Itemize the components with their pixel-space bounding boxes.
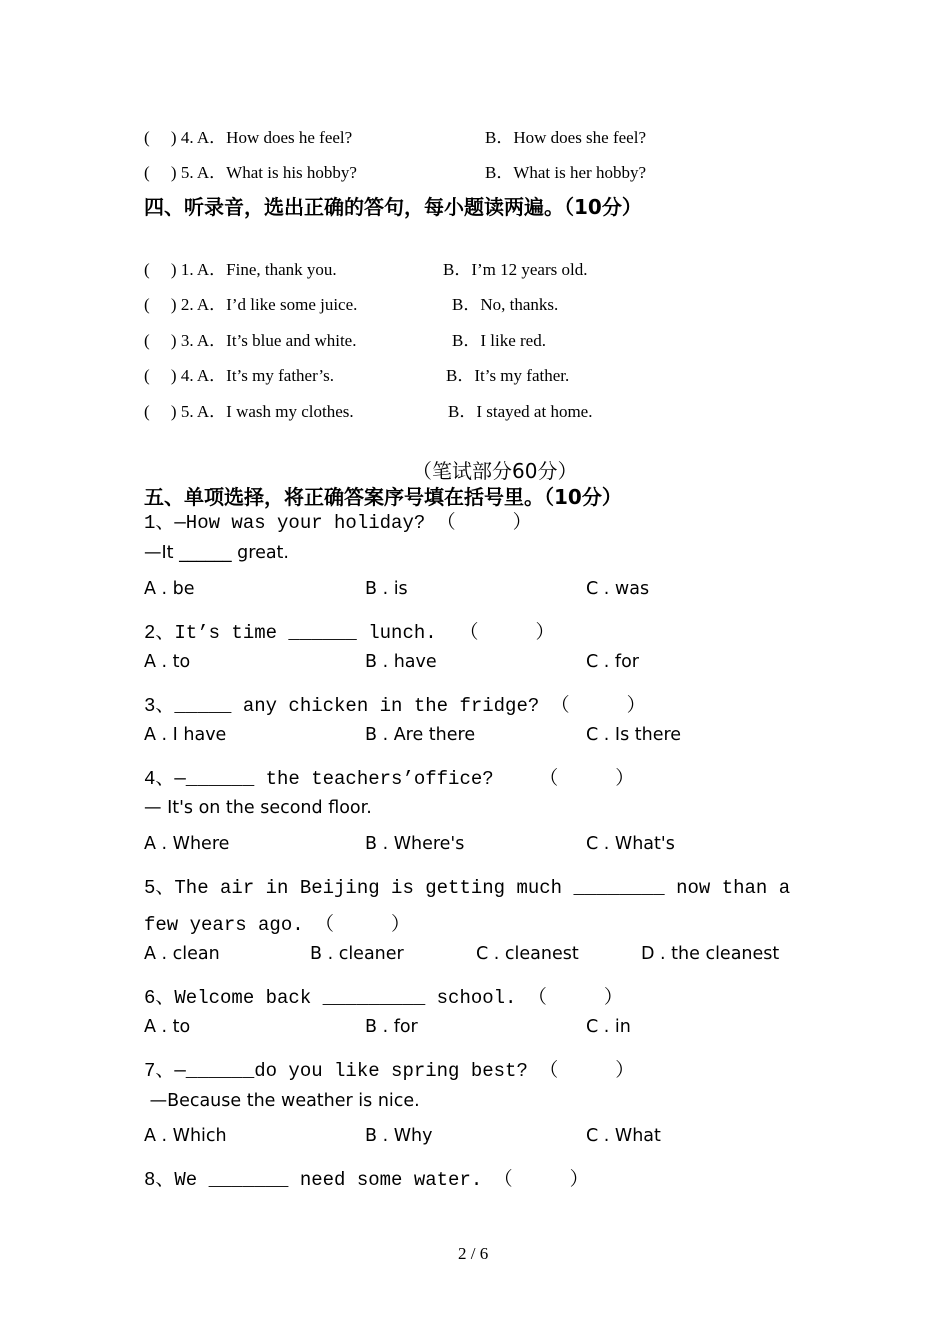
q7-option-a: A . Which: [144, 1126, 227, 1146]
s4-item-4-option-b: B．It’s my father.: [446, 366, 570, 385]
q2-option-b: B . have: [365, 652, 437, 672]
q4-line2: — It's on the second floor.: [144, 798, 372, 818]
q1-line2: —It ______ great.: [144, 543, 289, 563]
q2-stem: 2、It’s time ______ lunch. （ ）: [144, 622, 555, 644]
question-5-left: ( ) 5. A．What is his hobby?: [144, 163, 357, 182]
q3-option-b: B . Are there: [365, 725, 476, 745]
q1-option-a: A . be: [144, 579, 195, 599]
page-number: 2 / 6: [458, 1244, 489, 1263]
s4-item-3-left: ( ) 3. A．It’s blue and white.: [144, 331, 357, 350]
s4-item-1-left: ( ) 1. A．Fine, thank you.: [144, 260, 337, 279]
q5-line2: few years ago. （ ）: [144, 914, 411, 936]
q3-option-c: C . Is there: [586, 725, 682, 745]
s4-item-5-option-b: B．I stayed at home.: [448, 402, 593, 421]
q4-stem: 4、—______ the teachers’office? （ ）: [144, 768, 635, 790]
q5-option-c: C . cleanest: [476, 944, 579, 964]
q6-option-c: C . in: [586, 1017, 631, 1037]
s4-item-1-option-b: B．I’m 12 years old.: [443, 260, 588, 279]
section-4-heading: 四、听录音，选出正确的答句，每小题读两遍。（10分）: [144, 195, 642, 219]
q3-option-a: A . I have: [144, 725, 227, 745]
q5-option-b: B . cleaner: [310, 944, 404, 964]
q7-option-b: B . Why: [365, 1126, 433, 1146]
q7-stem: 7、—______do you like spring best? （ ）: [144, 1060, 635, 1082]
q3-stem: 3、_____ any chicken in the fridge? （ ）: [144, 695, 646, 717]
s4-item-4-left: ( ) 4. A．It’s my father’s.: [144, 366, 334, 385]
section-5-heading: 五、单项选择，将正确答案序号填在括号里。（10分）: [144, 485, 622, 509]
q4-option-a: A . Where: [144, 834, 230, 854]
q5-option-a: A . clean: [144, 944, 220, 964]
s4-item-2-left: ( ) 2. A．I’d like some juice.: [144, 295, 358, 314]
question-4-left: ( ) 4. A．How does he feel?: [144, 128, 353, 147]
q7-line2: —Because the weather is nice.: [144, 1091, 420, 1111]
q4-option-b: B . Where's: [365, 834, 465, 854]
q6-option-a: A . to: [144, 1017, 191, 1037]
q1-stem: 1、—How was your holiday? （ ）: [144, 512, 532, 534]
q1-option-b: B . is: [365, 579, 408, 599]
question-5-option-b: B．What is her hobby?: [485, 163, 646, 182]
s4-item-2-option-b: B．No, thanks.: [452, 295, 559, 314]
s4-item-3-option-b: B．I like red.: [452, 331, 546, 350]
q5-stem: 5、The air in Beijing is getting much ________ now than a: [144, 877, 791, 899]
q7-option-c: C . What: [586, 1126, 661, 1146]
s4-item-5-left: ( ) 5. A．I wash my clothes.: [144, 402, 354, 421]
q8-stem: 8、We _______ need some water. （ ）: [144, 1169, 589, 1191]
q5-option-d: D . the cleanest: [641, 944, 780, 964]
question-4-option-b: B．How does she feel?: [485, 128, 646, 147]
q6-option-b: B . for: [365, 1017, 418, 1037]
q1-option-c: C . was: [586, 579, 650, 599]
written-part-title: （笔试部分60分）: [412, 459, 578, 483]
q2-option-c: C . for: [586, 652, 639, 672]
q6-stem: 6、Welcome back _________ school. （ ）: [144, 987, 623, 1009]
q2-option-a: A . to: [144, 652, 191, 672]
q4-option-c: C . What's: [586, 834, 675, 854]
